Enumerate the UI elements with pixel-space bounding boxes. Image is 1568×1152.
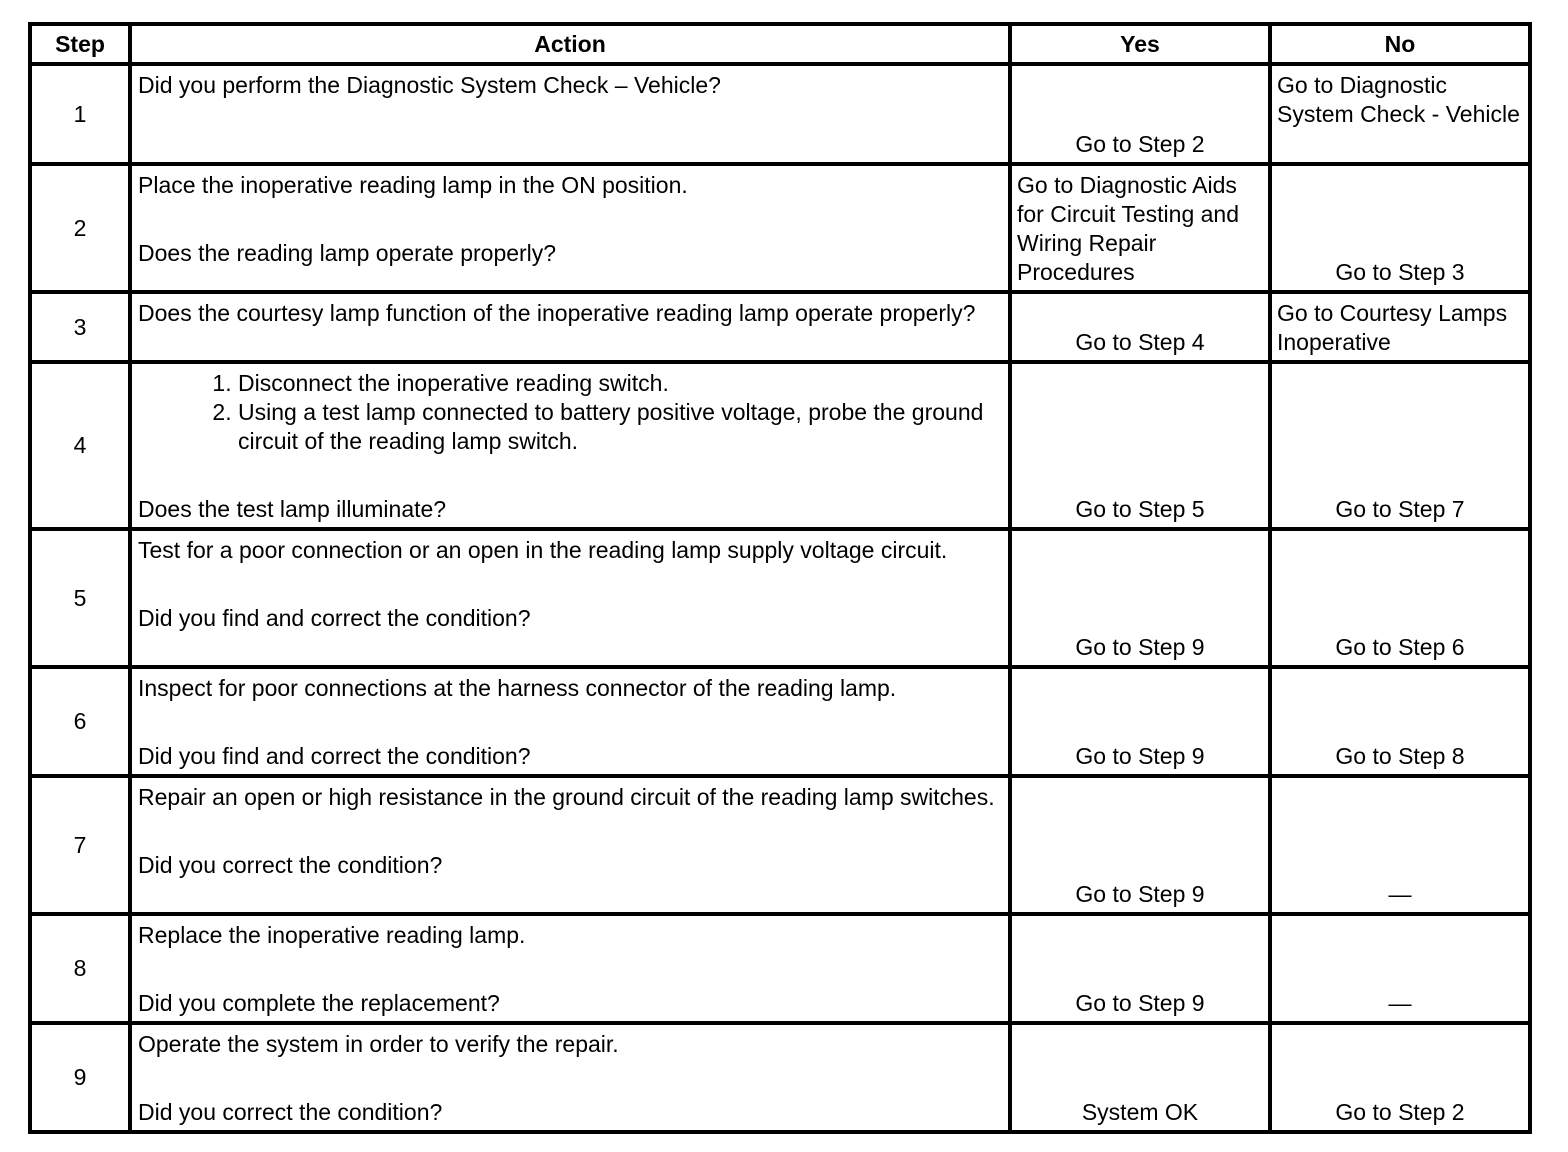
step-number: 3: [30, 292, 130, 362]
step-number: 4: [30, 362, 130, 529]
yes-cell: Go to Step 9: [1010, 914, 1270, 1023]
step-number: 1: [30, 64, 130, 164]
table-row: [30, 292, 1530, 362]
table-row: [30, 529, 1530, 667]
action-text: Does the courtesy lamp function of the inoperative reading lamp operate properly?: [138, 300, 976, 326]
action-cell: [130, 914, 1010, 1023]
substep-item: 2. Using a test lamp connected to battery positive voltage, probe the ground circuit of the reading lamp switch.: [238, 398, 1002, 456]
no-cell: Go to Step 2: [1270, 1023, 1530, 1132]
action-question: Does the test lamp illuminate?: [138, 496, 447, 522]
table-row: [30, 64, 1530, 164]
step-number: 9: [30, 1023, 130, 1132]
table-row: [30, 667, 1530, 776]
step-number: 7: [30, 776, 130, 914]
action-cell: [130, 164, 1010, 292]
action-text: Repair an open or high resistance in the ground circuit of the reading lamp switches.: [138, 784, 995, 810]
header-row: [30, 24, 1530, 64]
action-question: Did you correct the condition?: [138, 852, 443, 878]
no-cell: —: [1270, 776, 1530, 914]
yes-cell: Go to Step 9: [1010, 529, 1270, 667]
table-row: [30, 776, 1530, 914]
yes-cell: Go to Step 9: [1010, 776, 1270, 914]
step-number: 6: [30, 667, 130, 776]
table-row: [30, 1023, 1530, 1132]
no-cell: Go to Diagnostic System Check - Vehicle: [1270, 64, 1530, 164]
no-cell: Go to Step 8: [1270, 667, 1530, 776]
no-cell: Go to Courtesy Lamps Inoperative: [1270, 292, 1530, 362]
action-question: Did you find and correct the condition?: [138, 743, 531, 769]
no-cell: Go to Step 6: [1270, 529, 1530, 667]
step-number: 8: [30, 914, 130, 1023]
no-cell: Go to Step 3: [1270, 164, 1530, 292]
action-text: Did you perform the Diagnostic System Check – Vehicle?: [138, 72, 721, 98]
action-question: Did you complete the replacement?: [138, 990, 500, 1016]
action-cell: [130, 1023, 1010, 1132]
action-cell: [130, 529, 1010, 667]
yes-cell: Go to Step 2: [1010, 64, 1270, 164]
action-text: Test for a poor connection or an open in the reading lamp supply voltage circuit.: [138, 537, 948, 563]
yes-cell: Go to Step 9: [1010, 667, 1270, 776]
action-cell: [130, 776, 1010, 914]
header-step: Step: [30, 24, 130, 64]
substep-list: [138, 369, 1002, 456]
action-cell: [130, 64, 1010, 164]
yes-cell: System OK: [1010, 1023, 1270, 1132]
table-row: [30, 914, 1530, 1023]
yes-cell: Go to Step 5: [1010, 362, 1270, 529]
action-text: Place the inoperative reading lamp in the ON position.: [138, 172, 688, 198]
step-number: 2: [30, 164, 130, 292]
action-question: Did you find and correct the condition?: [138, 605, 531, 631]
no-cell: Go to Step 7: [1270, 362, 1530, 529]
action-cell: [130, 292, 1010, 362]
header-yes: Yes: [1010, 24, 1270, 64]
action-text: Operate the system in order to verify the repair.: [138, 1031, 619, 1057]
action-question: Did you correct the condition?: [138, 1099, 443, 1125]
action-cell: [130, 362, 1010, 529]
header-action: Action: [130, 24, 1010, 64]
table-row: [30, 362, 1530, 529]
action-text: Inspect for poor connections at the harness connector of the reading lamp.: [138, 675, 897, 701]
table-row: [30, 164, 1530, 292]
yes-cell: Go to Step 4: [1010, 292, 1270, 362]
action-question: Does the reading lamp operate properly?: [138, 240, 557, 266]
diagnostic-table: [28, 22, 1532, 1134]
header-no: No: [1270, 24, 1530, 64]
action-text: Replace the inoperative reading lamp.: [138, 922, 526, 948]
substep-item: 1. Disconnect the inoperative reading switch.: [238, 369, 1002, 398]
yes-cell: Go to Diagnostic Aids for Circuit Testing and Wiring Repair Procedures: [1010, 164, 1270, 292]
step-number: 5: [30, 529, 130, 667]
no-cell: —: [1270, 914, 1530, 1023]
action-cell: [130, 667, 1010, 776]
